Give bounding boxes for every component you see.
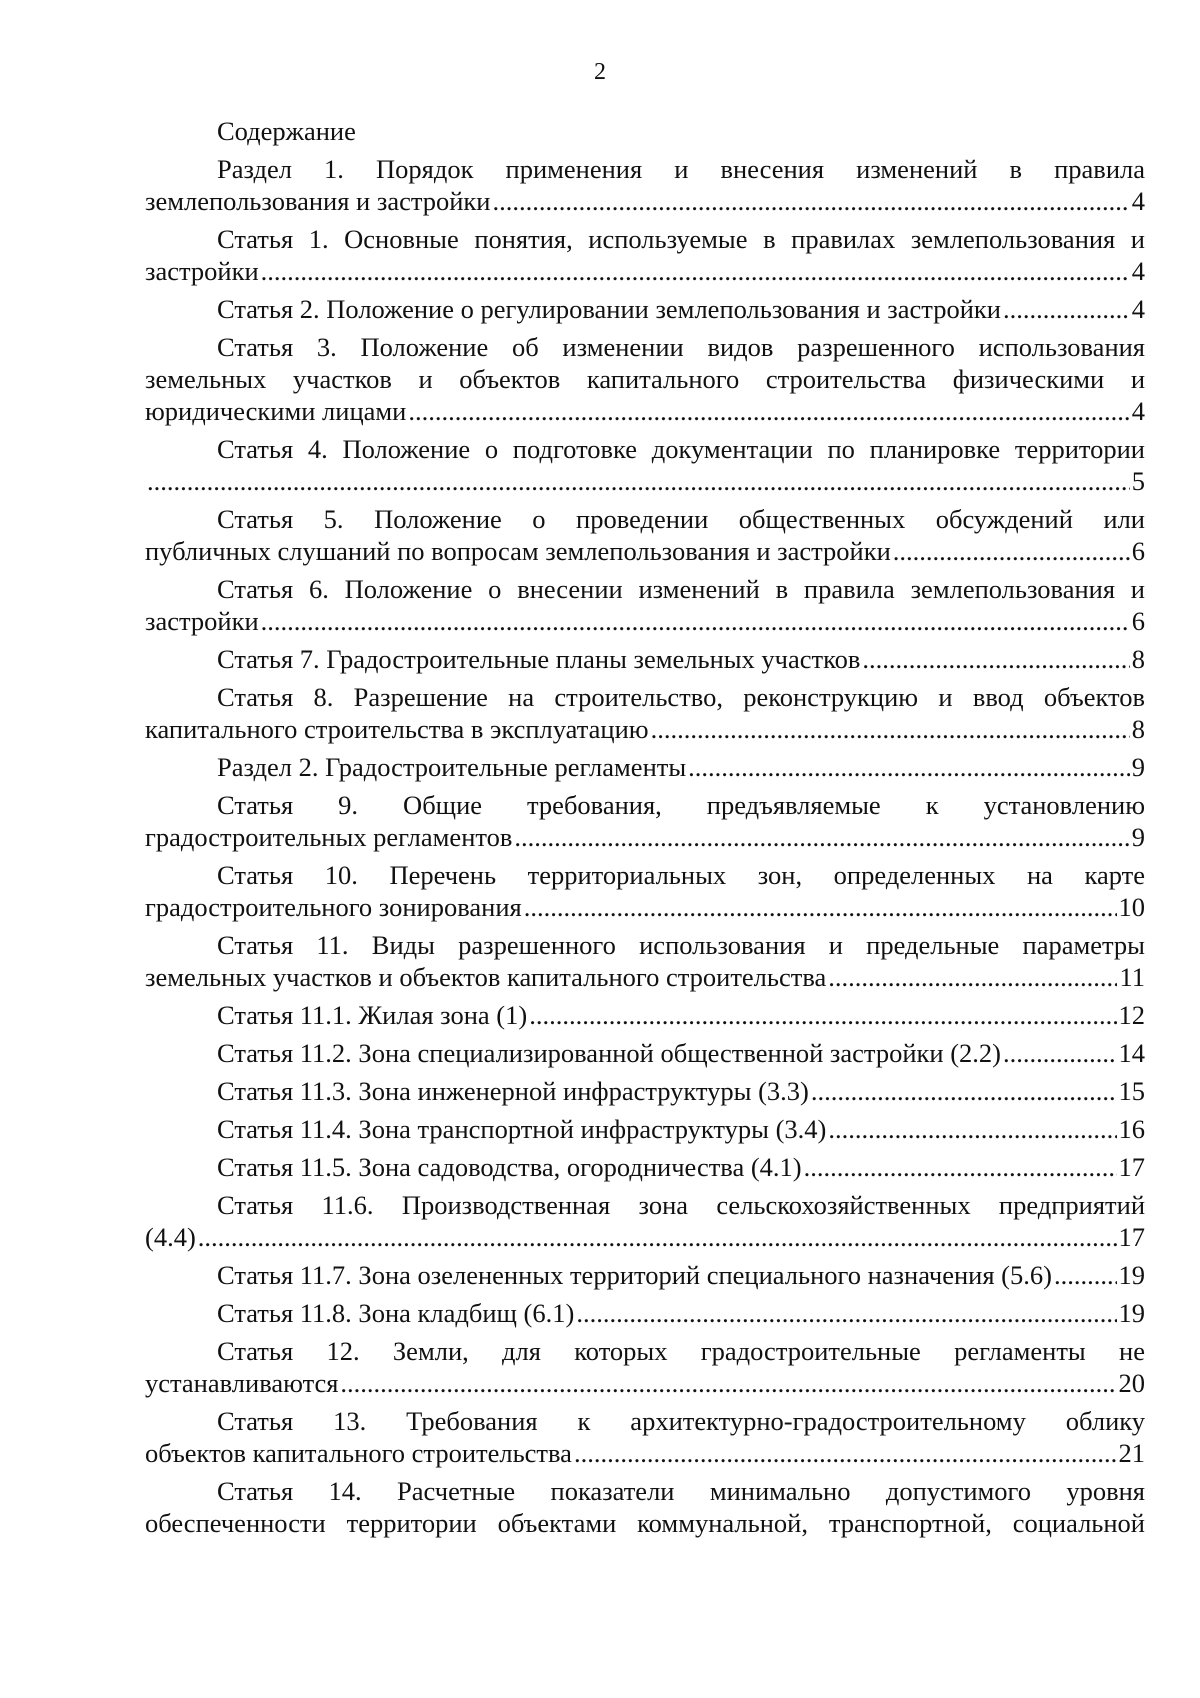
toc-entry-text: градостроительных регламентов xyxy=(145,822,513,852)
toc-entry-text: Статья 7. Градостроительные планы земельных участков xyxy=(217,644,861,674)
toc-entry-line xyxy=(145,1037,1145,1069)
dot-leader xyxy=(408,395,1129,427)
toc-entry xyxy=(145,293,1145,325)
toc-entry-text: Статья 12. Земли, для которых градостроительные регламенты не xyxy=(217,1336,1145,1366)
toc-entry-text: застройки xyxy=(145,256,259,286)
toc-entry-text: Статья 11.6. Производственная зона сельскохозяйственных предприятий xyxy=(217,1190,1145,1220)
toc-page-number: 4 xyxy=(1131,186,1145,216)
toc-entry-text: Статья 11.8. Зона кладбищ (6.1) xyxy=(217,1298,575,1328)
toc-entry xyxy=(145,1189,1145,1253)
toc-entry-line xyxy=(145,1221,1145,1253)
page-number: 2 xyxy=(594,59,606,85)
toc-page-number: 11 xyxy=(1119,962,1145,992)
dot-leader xyxy=(574,1437,1117,1469)
dot-leader xyxy=(811,1075,1117,1107)
toc-entry-text: застройки xyxy=(145,606,259,636)
toc-page-number: 19 xyxy=(1118,1260,1145,1290)
toc-entry-line xyxy=(145,465,1145,497)
toc-entry xyxy=(145,573,1145,637)
toc-entry-text: землепользования и застройки xyxy=(145,186,491,216)
toc-entry-line xyxy=(145,255,1145,287)
toc-page-number: 10 xyxy=(1118,892,1145,922)
toc-entry-line xyxy=(145,1259,1145,1291)
dot-leader xyxy=(804,1151,1117,1183)
toc-entry-line xyxy=(145,751,1145,783)
toc-entry-text: (4.4) xyxy=(145,1222,196,1252)
toc-entry-line xyxy=(145,891,1145,923)
toc-entry-text: Статья 5. Положение о проведении общественных обсуждений или xyxy=(217,504,1145,534)
toc-entry-text: Статья 4. Положение о подготовке документации по планировке территории xyxy=(217,434,1145,464)
toc-entry-text: земельных участков и объектов капитального строительства xyxy=(145,962,827,992)
dot-leader xyxy=(1003,1037,1117,1069)
toc-entry xyxy=(145,1151,1145,1183)
dot-leader xyxy=(514,821,1129,853)
toc-entry xyxy=(145,789,1145,853)
toc-page-number: 6 xyxy=(1131,536,1145,566)
toc-entry-line xyxy=(145,713,1145,745)
toc-entry xyxy=(145,153,1145,217)
toc-entry xyxy=(145,1405,1145,1469)
toc-entry-text: капитального строительства в эксплуатацию xyxy=(145,714,649,744)
toc-entry-text: Статья 11.1. Жилая зона (1) xyxy=(217,1000,528,1030)
toc-entry-text: Статья 9. Общие требования, предъявляемые к установлению xyxy=(217,790,1145,820)
toc-entry-line xyxy=(145,821,1145,853)
toc-page-number: 6 xyxy=(1131,606,1145,636)
toc-entry xyxy=(145,331,1145,427)
dot-leader xyxy=(529,999,1116,1031)
dot-leader xyxy=(576,1297,1116,1329)
toc-entry-line xyxy=(145,293,1145,325)
toc-entry-text: Статья 11.2. Зона специализированной общественной застройки (2.2) xyxy=(217,1038,1001,1068)
toc-entry-text: Статья 3. Положение об изменении видов разрешенного использования xyxy=(217,332,1145,362)
toc-entry xyxy=(145,859,1145,923)
toc-entry-text: Статья 11.4. Зона транспортной инфраструктуры (3.4) xyxy=(217,1114,827,1144)
toc-entry-line xyxy=(145,643,1145,675)
toc-entry-line xyxy=(145,999,1145,1031)
toc-entry-line xyxy=(145,961,1145,993)
toc-entry xyxy=(145,751,1145,783)
toc-entry xyxy=(145,1475,1145,1539)
toc-page-number: 14 xyxy=(1118,1038,1145,1068)
toc-page-number: 17 xyxy=(1118,1152,1145,1182)
toc-entry xyxy=(145,503,1145,567)
dot-leader xyxy=(1003,293,1130,325)
dot-leader xyxy=(828,961,1117,993)
toc-entry-text: Раздел 1. Порядок применения и внесения изменений в правила xyxy=(217,154,1145,184)
toc-entry-text: публичных слушаний по вопросам землепользования и застройки xyxy=(145,536,891,566)
dot-leader xyxy=(261,605,1130,637)
toc-entry xyxy=(145,1113,1145,1145)
toc-entry xyxy=(145,1259,1145,1291)
toc-entry-text: Статья 10. Перечень территориальных зон, определенных на карте xyxy=(217,860,1145,890)
toc-page-number: 4 xyxy=(1131,256,1145,286)
toc-entry-text: градостроительного зонирования xyxy=(145,892,522,922)
toc-entry-text: земельных участков и объектов капитального строительства физическими и xyxy=(145,364,1145,394)
dot-leader xyxy=(340,1367,1116,1399)
toc-entry-text: Статья 8. Разрешение на строительство, реконструкцию и ввод объектов xyxy=(217,682,1145,712)
toc-entry-line xyxy=(145,1151,1145,1183)
toc-entry-line xyxy=(145,605,1145,637)
toc-page-number: 17 xyxy=(1118,1222,1145,1252)
table-of-contents xyxy=(145,115,1145,1545)
toc-page-number: 4 xyxy=(1131,294,1145,324)
toc-entry-line xyxy=(145,395,1145,427)
toc-page-number: 9 xyxy=(1131,822,1145,852)
toc-entry-text: объектов капитального строительства xyxy=(145,1438,572,1468)
toc-page-number: 12 xyxy=(1118,1000,1145,1030)
dot-leader xyxy=(862,643,1129,675)
toc-entry-text: Статья 11. Виды разрешенного использования и предельные параметры xyxy=(217,930,1145,960)
toc-entry-text: Статья 11.7. Зона озелененных территорий специального назначения (5.6) xyxy=(217,1260,1052,1290)
dot-leader xyxy=(524,891,1117,923)
dot-leader xyxy=(688,751,1130,783)
toc-page-number: 5 xyxy=(1131,466,1145,496)
dot-leader xyxy=(198,1221,1117,1253)
toc-entry-text: юридическими лицами xyxy=(145,396,407,426)
toc-page-number: 8 xyxy=(1131,644,1145,674)
toc-page-number: 16 xyxy=(1118,1114,1145,1144)
toc-entry-text: Статья 1. Основные понятия, используемые в правилах землепользования и xyxy=(217,224,1145,254)
toc-entry xyxy=(145,223,1145,287)
toc-page-number: 9 xyxy=(1131,752,1145,782)
dot-leader xyxy=(492,185,1129,217)
toc-entry xyxy=(145,1297,1145,1329)
toc-entry-line xyxy=(145,1367,1145,1399)
toc-entry xyxy=(145,681,1145,745)
dot-leader xyxy=(1054,1259,1117,1291)
toc-entry-line xyxy=(145,535,1145,567)
toc-entry xyxy=(145,1075,1145,1107)
toc-entry-text: Статья 14. Расчетные показатели минимально допустимого уровня xyxy=(217,1476,1145,1506)
toc-entry-text: Статья 13. Требования к архитектурно-градостроительному облику xyxy=(217,1406,1145,1436)
dot-leader xyxy=(147,465,1130,497)
toc-page-number: 21 xyxy=(1118,1438,1145,1468)
toc-entry-text: обеспеченности территории объектами коммунальной, транспортной, социальной xyxy=(145,1508,1145,1538)
toc-heading: Содержание xyxy=(217,116,356,146)
toc-page-number: 8 xyxy=(1131,714,1145,744)
toc-entry-line xyxy=(145,185,1145,217)
toc-entry xyxy=(145,1335,1145,1399)
toc-entry-line xyxy=(145,1437,1145,1469)
toc-page-number: 15 xyxy=(1118,1076,1145,1106)
toc-page-number: 19 xyxy=(1118,1298,1145,1328)
toc-entry-line xyxy=(145,1113,1145,1145)
dot-leader xyxy=(828,1113,1116,1145)
toc-entry-text: Статья 2. Положение о регулировании землепользования и застройки xyxy=(217,294,1001,324)
toc-entry-text: Статья 11.5. Зона садоводства, огородничества (4.1) xyxy=(217,1152,802,1182)
toc-page-number: 20 xyxy=(1118,1368,1145,1398)
toc-entry xyxy=(145,643,1145,675)
dot-leader xyxy=(261,255,1130,287)
toc-page-number: 4 xyxy=(1131,396,1145,426)
toc-entry-text: Статья 11.3. Зона инженерной инфраструктуры (3.3) xyxy=(217,1076,809,1106)
toc-entry-text: устанавливаются xyxy=(145,1368,339,1398)
toc-entry xyxy=(145,1037,1145,1069)
toc-entry xyxy=(145,433,1145,497)
toc-entry-text: Статья 6. Положение о внесении изменений в правила землепользования и xyxy=(217,574,1145,604)
toc-entry-text: Раздел 2. Градостроительные регламенты xyxy=(217,752,687,782)
toc-entry-line xyxy=(145,1297,1145,1329)
dot-leader xyxy=(651,713,1130,745)
toc-entry xyxy=(145,929,1145,993)
toc-entry xyxy=(145,999,1145,1031)
dot-leader xyxy=(893,535,1130,567)
toc-entry-line xyxy=(145,1075,1145,1107)
